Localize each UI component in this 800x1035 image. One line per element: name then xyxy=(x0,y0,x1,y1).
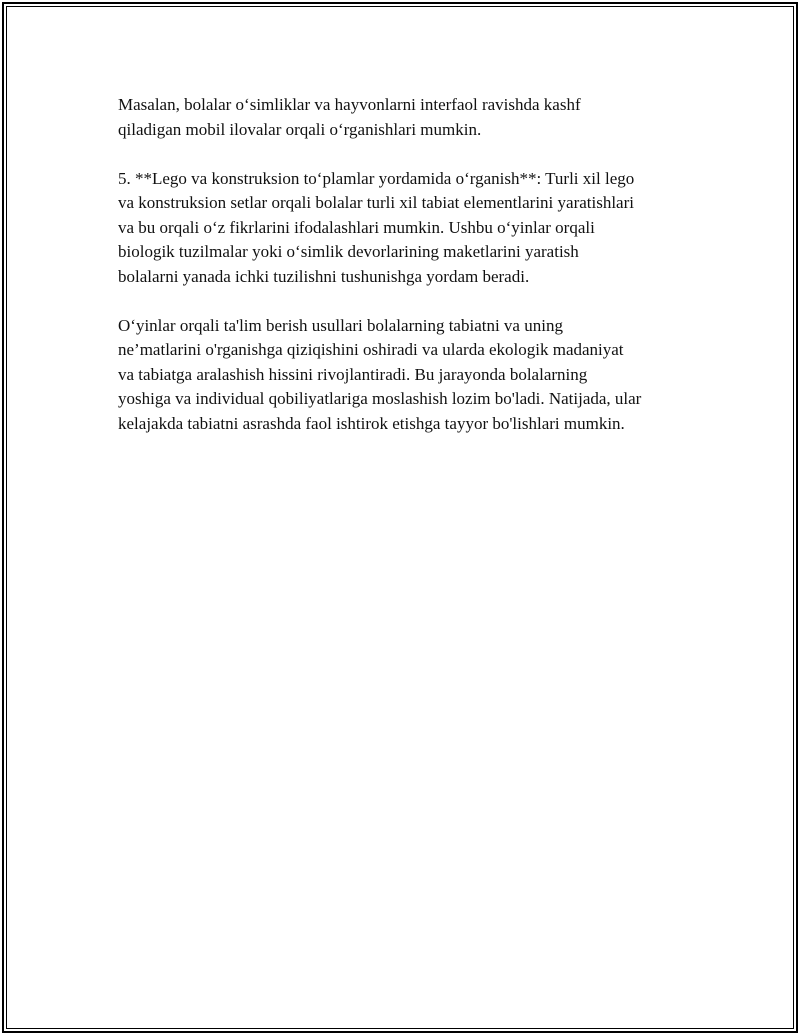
text-line: Masalan, bolalar o‘simliklar va hayvonlarni interfaol ravishda kashf xyxy=(118,95,581,114)
text-line: 5. **Lego va konstruksion to‘plamlar yordamida o‘rganish**: Turli xil lego xyxy=(118,168,635,188)
text-line: bolalarni yanada ichki tuzilishni tushunishga yordam beradi. xyxy=(118,266,530,286)
text-line: qiladigan mobil ilovalar orqali o‘rganishlari mumkin. xyxy=(118,119,482,139)
paragraph-2 xyxy=(118,167,698,290)
text-line: va konstruksion setlar orqali bolalar turli xil tabiat elementlarini yaratishlari xyxy=(118,193,634,212)
text-line: va bu orqali o‘z fikrlarini ifodalashlari mumkin. Ushbu o‘yinlar orqali xyxy=(118,217,595,237)
text-line: biologik tuzilmalar yoki o‘simlik devorlarining maketlarini yaratish xyxy=(118,242,579,261)
paragraph-1 xyxy=(118,93,698,142)
document-body xyxy=(118,93,698,461)
paragraph-3 xyxy=(118,314,698,437)
text-line: va tabiatga aralashish hissini rivojlantiradi. Bu jarayonda bolalarning xyxy=(118,364,588,384)
text-line: ne’matlarini o'rganishga qiziqishini oshiradi va ularda ekologik madaniyat xyxy=(118,340,624,359)
text-line: O‘yinlar orqali ta'lim berish usullari bolalarning tabiatni va uning xyxy=(118,315,563,335)
text-line: yoshiga va individual qobiliyatlariga moslashish lozim bo'ladi. Natijada, ular xyxy=(118,389,642,408)
text-line: kelajakda tabiatni asrashda faol ishtirok etishga tayyor bo'lishlari mumkin. xyxy=(118,413,625,433)
